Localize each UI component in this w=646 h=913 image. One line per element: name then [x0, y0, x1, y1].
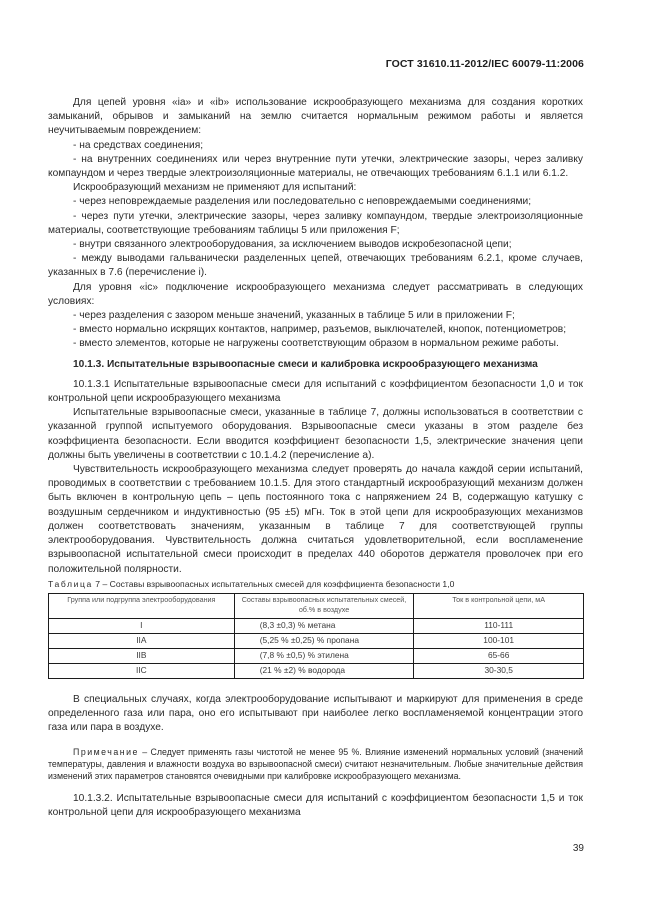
paragraph: Для цепей уровня «ia» и «ib» использование искрообразующего механизма для создания коротких замыканий, обрывов и замыканий на землю считается нормальным режимом работы и является неучитываемым повреждением: — [48, 97, 583, 137]
paragraph: Испытательные взрывоопасные смеси, указанные в таблице 7, должны использоваться в соответствии с указанной группой испытуемого оборудования. Взрывоопасные смеси указаны в этом разделе без коэффициента безопасности. Если вводится коэффициент безопасности 1,5, электрические значения цепи должны быть увеличены в соответствии с 10.1.4.2 (перечисление а). — [48, 407, 583, 461]
cell-group: IIA — [49, 633, 235, 648]
page-number: 39 — [572, 843, 584, 854]
list-item: - вместо нормально искрящих контактов, например, разъемов, выключателей, кнопок, потенциометров; — [73, 324, 567, 336]
list-item: - через пути утечки, электрические зазоры, через заливку компаундом, твердые электроизоляционные материалы, соответствующие требованиям таблицы 5 или приложения F; — [48, 210, 583, 236]
table-row — [49, 633, 584, 648]
document-body — [48, 96, 583, 820]
column-header-current: Ток в контрольной цепи, мА — [414, 593, 584, 618]
cell-composition: (7,8 % ±0,5) % этилена — [234, 648, 414, 663]
note-text: – Следует применять газы чистотой не менее 95 %. Влияние изменений нормальных условий (значений температуры, давления и влажности воздуха во взрывоопасной смеси) считают незначительным. Любые значительные действия изменений этих параметров становятся очевидными при калибровке искрообразующего механизма. — [48, 746, 583, 782]
paragraph: Чувствительность искрообразующего механизма следует проверять до начала каждой серии испытаний, проводимых в соответствии с требованием 10.1.5. Для этого стандартный искрообразующий механизм должен быть включен в контрольную цепь – цепь постоянного тока с напряжением 24 В, содержащую катушку с воздушным сердечником и индуктивностью (95 ±5) мГн. Ток в этой цепи для искрообразующих механизмов должен соответствовать значениям, указанным в таблице 7 для соответствующей группы электрооборудования. Чувствительность должна считаться удовлетворительной, если воспламенение взрывоопасной испытательной смеси происходит в пределах 440 оборотов держателя проволочек при его положительной полярности. — [48, 464, 583, 575]
section-heading: 10.1.3. Испытательные взрывоопасные смеси и калибровка искрообразующего механизма — [73, 358, 538, 370]
table-header-row — [49, 593, 584, 618]
paragraph: Искрообразующий механизм не применяют для испытаний: — [73, 182, 357, 194]
list-item: - внутри связанного электрооборудования, за исключением выводов искробезопасной цепи; — [73, 239, 512, 251]
list-item: - на средствах соединения; — [73, 139, 204, 151]
subsection-heading: 10.1.3.2. Испытательные взрывоопасные смеси для испытаний с коэффициентом безопасности 1,5 и ток контрольной цепи для искрообразующего механизма — [48, 792, 583, 818]
cell-current: 110-111 — [414, 618, 584, 633]
list-item: - на внутренних соединениях или через внутренние пути утечки, электрические зазоры, через заливку компаундом и через твердые электроизоляционные материалы, не отвечающих требованиям 6.1.1 или 6.1.2. — [48, 153, 583, 180]
cell-current: 30-30,5 — [414, 663, 584, 678]
note-label: Примечание — [73, 746, 139, 757]
subsection-heading: 10.1.3.1 Испытательные взрывоопасные смеси для испытаний с коэффициентом безопасности 1,0 и ток контрольной цепи искрообразующего механизма — [48, 378, 583, 405]
table-caption — [48, 577, 583, 591]
cell-group: IIB — [49, 648, 235, 663]
cell-current: 100-101 — [414, 633, 584, 648]
column-header-group: Группа или подгруппа электрооборудования — [49, 593, 235, 618]
table-row — [49, 648, 584, 663]
cell-composition: (5,25 % ±0,25) % пропана — [234, 633, 414, 648]
table-caption-label: Таблица — [48, 578, 93, 589]
list-item: - через разделения с зазором меньше значений, указанных в таблице 5 или в приложении F; — [73, 310, 515, 322]
paragraph: В специальных случаях, когда электрооборудование испытывают и маркируют для применения в среде определенного газа или пара, оно его испытывают при наиболее легко воспламеняемой концентрации этого газа или пара в воздухе. — [48, 693, 583, 734]
note — [48, 746, 583, 783]
cell-composition: (8,3 ±0,3) % метана — [234, 618, 414, 633]
cell-composition: (21 % ±2) % водорода — [234, 663, 414, 678]
cell-current: 65-66 — [414, 648, 584, 663]
table-caption-text: 7 – Составы взрывоопасных испытательных смесей для коэффициента безопасности 1,0 — [92, 578, 455, 589]
list-item: - вместо элементов, которые не нагружены соответствующим образом в нормальном режиме работы. — [73, 338, 559, 350]
mixtures-table — [48, 593, 584, 679]
document-header: ГОСТ 31610.11-2012/IEC 60079-11:2006 — [385, 58, 584, 70]
column-header-composition: Составы взрывоопасных испытательных смесей, об.% в воздухе — [234, 593, 414, 618]
cell-group: I — [49, 618, 235, 633]
table-row — [49, 663, 584, 678]
list-item: - через неповреждаемые разделения или последовательно с неповреждаемыми соединениями; — [73, 196, 532, 208]
cell-group: IIC — [49, 663, 235, 678]
paragraph: Для уровня «ic» подключение искрообразующего механизма следует рассматривать в следующих условиях: — [48, 281, 583, 307]
table-row — [49, 618, 584, 633]
list-item: - между выводами гальванически разделенных цепей, отвечающих требованиям 6.2.1, кроме случаев, указанных в 7.6 (перечисление i). — [48, 253, 583, 279]
